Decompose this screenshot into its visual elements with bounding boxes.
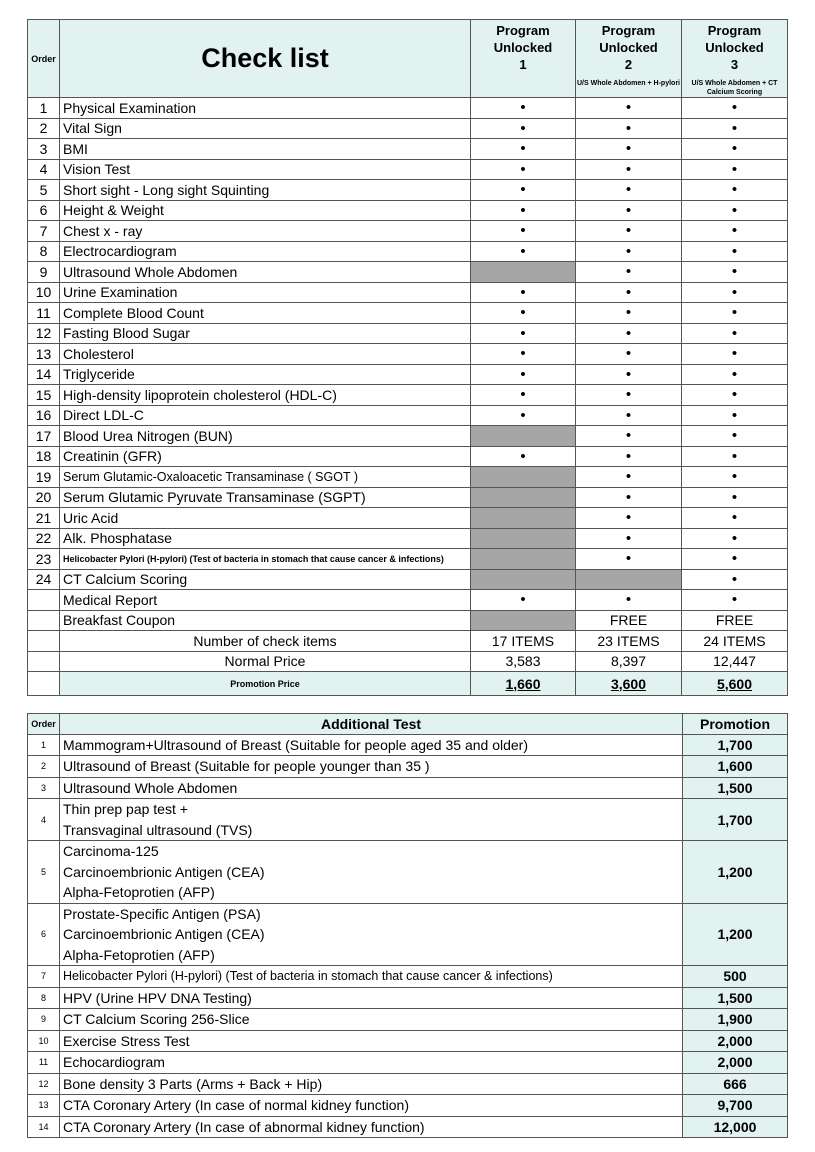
test-name	[60, 987, 683, 1009]
included-bullet: •	[682, 549, 788, 570]
promotion-price: 1,600	[683, 756, 788, 778]
checklist-row	[28, 323, 788, 344]
included-bullet: •	[576, 508, 682, 529]
not-included-cell	[471, 487, 576, 508]
included-bullet: •	[682, 569, 788, 590]
not-included-cell	[471, 549, 576, 570]
included-bullet: •	[682, 405, 788, 426]
included-bullet: •	[471, 200, 576, 221]
checklist-row	[28, 262, 788, 283]
item-order: 12	[28, 1073, 60, 1095]
test-name-line: CTA Coronary Artery (In case of normal kidney function)	[63, 1097, 409, 1113]
checklist-row	[28, 282, 788, 303]
test-name	[60, 903, 683, 966]
test-name	[60, 841, 683, 904]
included-bullet: •	[576, 139, 682, 160]
checklist-row	[28, 549, 788, 570]
additional-test-row	[28, 1030, 788, 1052]
item-order	[28, 590, 60, 611]
item-order: 7	[28, 966, 60, 988]
item-order: 4	[28, 159, 60, 180]
item-name: Creatinin (GFR)	[60, 446, 471, 467]
item-order: 1	[28, 98, 60, 119]
additional-test-title: Additional Test	[60, 714, 683, 735]
test-name	[60, 1116, 683, 1138]
included-bullet: •	[471, 180, 576, 201]
item-order: 24	[28, 569, 60, 590]
included-bullet: •	[682, 98, 788, 119]
not-included-cell	[471, 528, 576, 549]
included-bullet: •	[576, 487, 682, 508]
promotion-price-row	[28, 672, 788, 696]
test-name-line: Exercise Stress Test	[63, 1032, 190, 1049]
item-name: Triglyceride	[60, 364, 471, 385]
item-order: 6	[28, 903, 60, 966]
item-order: 3	[28, 139, 60, 160]
included-bullet: •	[471, 385, 576, 406]
checklist-row	[28, 200, 788, 221]
checklist-row	[28, 180, 788, 201]
promotion-price: 666	[683, 1073, 788, 1095]
item-order: 17	[28, 426, 60, 447]
program-number: 1	[519, 57, 527, 72]
item-order: 9	[28, 262, 60, 283]
promotion-price: 1,900	[683, 1009, 788, 1031]
checklist-row	[28, 159, 788, 180]
empty-cell	[28, 631, 60, 652]
not-included-cell	[471, 467, 576, 488]
test-name	[60, 1073, 683, 1095]
included-bullet: •	[576, 590, 682, 611]
additional-test-row	[28, 966, 788, 988]
checklist-row	[28, 426, 788, 447]
item-order: 7	[28, 221, 60, 242]
additional-test-row	[28, 734, 788, 756]
promotion-price: 12,000	[683, 1116, 788, 1138]
test-name	[60, 756, 683, 778]
test-name-line: Echocardiogram	[63, 1054, 165, 1070]
test-name-line: Carcinoma-125	[63, 843, 159, 859]
included-bullet: •	[576, 549, 682, 570]
item-order: 18	[28, 446, 60, 467]
item-name: Complete Blood Count	[60, 303, 471, 324]
additional-test-row	[28, 1073, 788, 1095]
included-bullet: •	[471, 323, 576, 344]
item-order: 19	[28, 467, 60, 488]
normal-price-row-label: Normal Price	[60, 651, 471, 672]
item-order: 5	[28, 180, 60, 201]
program-2-header	[576, 20, 682, 98]
included-bullet: •	[682, 200, 788, 221]
checklist-row	[28, 610, 788, 631]
item-order: 16	[28, 405, 60, 426]
included-bullet: •	[682, 528, 788, 549]
empty-cell	[28, 672, 60, 696]
included-bullet: •	[471, 139, 576, 160]
included-bullet: •	[682, 159, 788, 180]
item-name: CT Calcium Scoring	[60, 569, 471, 590]
included-bullet: •	[682, 487, 788, 508]
checklist-row	[28, 118, 788, 139]
not-included-cell	[471, 569, 576, 590]
promotion-price-row-value: 1,660	[471, 672, 576, 696]
included-bullet: •	[576, 159, 682, 180]
checklist-row	[28, 344, 788, 365]
checklist-row	[28, 385, 788, 406]
included-bullet: •	[682, 118, 788, 139]
additional-test-row	[28, 777, 788, 799]
promotion-header: Promotion	[683, 714, 788, 735]
item-order: 22	[28, 528, 60, 549]
included-bullet: •	[682, 241, 788, 262]
included-bullet: •	[471, 98, 576, 119]
test-name-line: Ultrasound of Breast (Suitable for people younger than 35 )	[63, 758, 430, 774]
promotion-price: 1,200	[683, 903, 788, 966]
additional-test-row	[28, 756, 788, 778]
included-bullet: •	[471, 590, 576, 611]
program-subtitle: U/S Whole Abdomen + H-pylori	[577, 80, 680, 87]
item-order: 8	[28, 241, 60, 262]
item-order: 6	[28, 200, 60, 221]
item-name: Alk. Phosphatase	[60, 528, 471, 549]
additional-test-row	[28, 841, 788, 904]
order-header: Order	[28, 20, 60, 98]
additional-test-row	[28, 799, 788, 841]
included-bullet: •	[576, 282, 682, 303]
item-order: 4	[28, 799, 60, 841]
promotion-price: 2,000	[683, 1052, 788, 1074]
included-bullet: •	[576, 385, 682, 406]
test-name	[60, 1030, 683, 1052]
item-order: 2	[28, 118, 60, 139]
included-bullet: •	[576, 200, 682, 221]
not-included-cell	[471, 262, 576, 283]
included-bullet: •	[576, 364, 682, 385]
program-number: 2	[624, 57, 633, 72]
item-order: 13	[28, 344, 60, 365]
empty-cell	[28, 651, 60, 672]
item-name: Breakfast Coupon	[60, 610, 471, 631]
item-name: Fasting Blood Sugar	[60, 323, 471, 344]
included-bullet: •	[576, 323, 682, 344]
included-bullet: •	[576, 446, 682, 467]
test-name-line: Carcinoembrionic Antigen (CEA)	[63, 926, 265, 942]
test-name-line: Thin prep pap test +	[63, 801, 188, 817]
program-label: Program Unlocked	[705, 23, 764, 55]
item-count-row-label: Number of check items	[60, 631, 471, 652]
included-bullet: •	[471, 241, 576, 262]
test-name	[60, 734, 683, 756]
item-name: BMI	[60, 139, 471, 160]
test-name-line: CT Calcium Scoring 256-Slice	[63, 1011, 250, 1027]
item-order: 11	[28, 303, 60, 324]
program-label: Program Unlocked	[599, 23, 658, 55]
item-order: 5	[28, 841, 60, 904]
included-bullet: •	[576, 180, 682, 201]
test-name-line: Helicobacter Pylori (H-pylori) (Test of bacteria in stomach that cause cancer & infections)	[63, 969, 553, 983]
included-bullet: •	[682, 426, 788, 447]
item-order: 11	[28, 1052, 60, 1074]
item-name: Chest x - ray	[60, 221, 471, 242]
included-bullet: •	[576, 262, 682, 283]
item-count-row-value: 24 ITEMS	[682, 631, 788, 652]
test-name-line: HPV (Urine HPV DNA Testing)	[63, 989, 252, 1006]
included-bullet: •	[471, 282, 576, 303]
included-bullet: •	[471, 405, 576, 426]
promotion-price-row-label: Promotion Price	[60, 672, 471, 696]
program-subtitle: U/S Whole Abdomen + CT Calcium Scoring	[691, 80, 778, 96]
included-bullet: •	[576, 405, 682, 426]
item-name: Uric Acid	[60, 508, 471, 529]
included-bullet: •	[682, 221, 788, 242]
program-3-header	[682, 20, 788, 98]
checklist-row	[28, 364, 788, 385]
item-order: 2	[28, 756, 60, 778]
included-bullet: •	[682, 323, 788, 344]
promotion-price: 1,700	[683, 734, 788, 756]
included-bullet: •	[471, 344, 576, 365]
included-bullet: •	[682, 180, 788, 201]
test-name	[60, 1009, 683, 1031]
item-name: Medical Report	[60, 590, 471, 611]
included-bullet: •	[682, 262, 788, 283]
item-name: Direct LDL-C	[60, 405, 471, 426]
included-bullet: •	[682, 467, 788, 488]
included-bullet: •	[682, 344, 788, 365]
item-order: 13	[28, 1095, 60, 1117]
checklist-row	[28, 508, 788, 529]
included-bullet: •	[682, 139, 788, 160]
checklist-row	[28, 446, 788, 467]
test-name	[60, 1052, 683, 1074]
included-bullet: •	[576, 303, 682, 324]
checklist-row	[28, 405, 788, 426]
item-order: 9	[28, 1009, 60, 1031]
included-bullet: •	[682, 282, 788, 303]
checklist-row	[28, 528, 788, 549]
item-order	[28, 610, 60, 631]
item-name: Cholesterol	[60, 344, 471, 365]
checklist-row	[28, 569, 788, 590]
additional-test-row	[28, 1009, 788, 1031]
test-name	[60, 799, 683, 841]
included-bullet: •	[576, 426, 682, 447]
item-name: Vision Test	[60, 159, 471, 180]
included-bullet: •	[471, 303, 576, 324]
included-bullet: •	[471, 159, 576, 180]
item-name: Helicobacter Pylori (H-pylori) (Test of bacteria in stomach that cause cancer & infections)	[60, 549, 471, 570]
promotion-price-row-value: 3,600	[576, 672, 682, 696]
included-bullet: •	[576, 241, 682, 262]
item-order: 14	[28, 364, 60, 385]
checklist-table	[27, 19, 788, 696]
item-order: 8	[28, 987, 60, 1009]
test-name-line: Ultrasound Whole Abdomen	[63, 779, 238, 796]
test-name-line: Prostate-Specific Antigen (PSA)	[63, 905, 261, 922]
included-bullet: •	[471, 364, 576, 385]
item-order: 3	[28, 777, 60, 799]
program-1-header	[471, 20, 576, 98]
test-name-line: Bone density 3 Parts (Arms + Back + Hip)	[63, 1075, 323, 1092]
item-order: 12	[28, 323, 60, 344]
item-order: 23	[28, 549, 60, 570]
item-order: 15	[28, 385, 60, 406]
checklist-row	[28, 590, 788, 611]
item-name: Serum Glutamic-Oxaloacetic Transaminase ( SGOT )	[60, 467, 471, 488]
not-included-cell	[471, 508, 576, 529]
item-name: Blood Urea Nitrogen (BUN)	[60, 426, 471, 447]
item-name: Ultrasound Whole Abdomen	[60, 262, 471, 283]
test-name-line: CTA Coronary Artery (In case of abnormal kidney function)	[63, 1118, 425, 1135]
included-bullet: •	[576, 98, 682, 119]
not-included-cell	[471, 426, 576, 447]
not-included-cell	[576, 569, 682, 590]
program-number: 3	[730, 57, 739, 72]
item-name: Height & Weight	[60, 200, 471, 221]
included-bullet: •	[682, 590, 788, 611]
program-label: Program Unlocked	[493, 23, 553, 55]
test-name-line: Carcinoembrionic Antigen (CEA)	[63, 863, 265, 880]
additional-test-row	[28, 987, 788, 1009]
item-name: Physical Examination	[60, 98, 471, 119]
item-order: 10	[28, 282, 60, 303]
checklist-row	[28, 467, 788, 488]
additional-test-row	[28, 1052, 788, 1074]
item-name: Electrocardiogram	[60, 241, 471, 262]
page-title: Check list	[60, 20, 471, 98]
item-order: 10	[28, 1030, 60, 1052]
additional-tests-table	[27, 713, 788, 1138]
normal-price-row-value: 8,397	[576, 651, 682, 672]
promotion-price: 1,500	[683, 777, 788, 799]
additional-test-row	[28, 1116, 788, 1138]
promotion-price: 1,500	[683, 987, 788, 1009]
included-bullet: •	[471, 221, 576, 242]
included-bullet: •	[682, 303, 788, 324]
checklist-row	[28, 303, 788, 324]
included-bullet: •	[682, 364, 788, 385]
item-order: 20	[28, 487, 60, 508]
normal-price-row-value: 3,583	[471, 651, 576, 672]
test-name-line: Alpha-Fetoprotien (AFP)	[63, 946, 215, 963]
item-order: 14	[28, 1116, 60, 1138]
included-bullet: •	[576, 118, 682, 139]
promotion-price-row-value: 5,600	[682, 672, 788, 696]
additional-test-row	[28, 903, 788, 966]
checklist-row	[28, 221, 788, 242]
test-name	[60, 966, 683, 988]
checklist-row	[28, 241, 788, 262]
included-bullet: •	[682, 385, 788, 406]
promotion-price: 500	[683, 966, 788, 988]
included-bullet: •	[576, 528, 682, 549]
test-name-line: Transvaginal ultrasound (TVS)	[63, 821, 253, 838]
test-name-line: Mammogram+Ultrasound of Breast (Suitable for people aged 35 and older)	[63, 736, 528, 753]
included-value: FREE	[682, 610, 788, 631]
included-bullet: •	[682, 446, 788, 467]
test-name	[60, 1095, 683, 1117]
item-name: Urine Examination	[60, 282, 471, 303]
item-name: Vital Sign	[60, 118, 471, 139]
additional-test-row	[28, 1095, 788, 1117]
item-count-row-value: 23 ITEMS	[576, 631, 682, 652]
included-bullet: •	[576, 467, 682, 488]
item-order: 1	[28, 734, 60, 756]
included-value: FREE	[576, 610, 682, 631]
item-count-row	[28, 631, 788, 652]
item-count-row-value: 17 ITEMS	[471, 631, 576, 652]
included-bullet: •	[471, 446, 576, 467]
included-bullet: •	[576, 221, 682, 242]
normal-price-row	[28, 651, 788, 672]
checklist-row	[28, 139, 788, 160]
item-order: 21	[28, 508, 60, 529]
test-name	[60, 777, 683, 799]
promotion-price: 1,200	[683, 841, 788, 904]
item-name: Short sight - Long sight Squinting	[60, 180, 471, 201]
included-bullet: •	[682, 508, 788, 529]
promotion-price: 2,000	[683, 1030, 788, 1052]
included-bullet: •	[576, 344, 682, 365]
order-header: Order	[28, 714, 60, 735]
checklist-row	[28, 98, 788, 119]
test-name-line: Alpha-Fetoprotien (AFP)	[63, 884, 215, 900]
promotion-price: 9,700	[683, 1095, 788, 1117]
included-bullet: •	[471, 118, 576, 139]
item-name: Serum Glutamic Pyruvate Transaminase (SGPT)	[60, 487, 471, 508]
item-name: High-density lipoprotein cholesterol (HDL-C)	[60, 385, 471, 406]
checklist-row	[28, 487, 788, 508]
normal-price-row-value: 12,447	[682, 651, 788, 672]
not-included-cell	[471, 610, 576, 631]
promotion-price: 1,700	[683, 799, 788, 841]
